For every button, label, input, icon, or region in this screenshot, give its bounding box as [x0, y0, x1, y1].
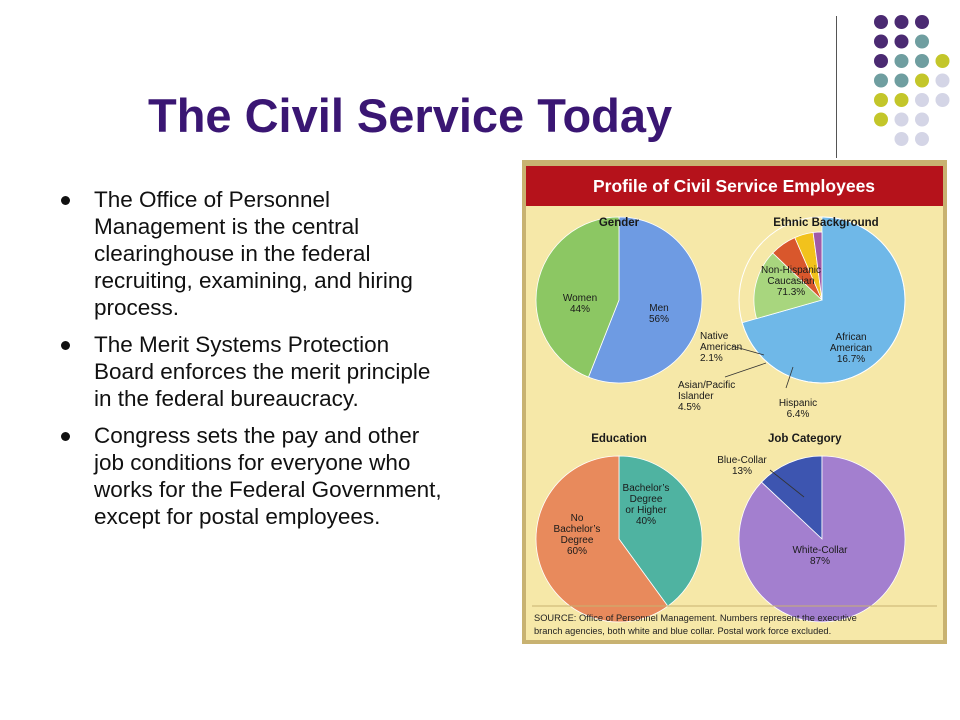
decor-dot: [915, 54, 929, 68]
pie-label-line: American: [700, 342, 743, 353]
decor-dot: [874, 74, 888, 88]
pie-chart-0: [536, 217, 702, 383]
pie-label-line: African: [835, 332, 867, 343]
decor-dot: [874, 54, 888, 68]
pie-label-line: or Higher: [625, 505, 667, 516]
decor-dot: [895, 15, 909, 29]
pie-label-line: 40%: [635, 516, 657, 527]
pie-label-line: 4.5%: [678, 402, 701, 413]
slide-title: The Civil Service Today: [148, 89, 673, 142]
decor-dot: [915, 93, 929, 107]
decor-dot: [874, 15, 888, 29]
bullet-text: The Merit Systems Protection Board enforces the merit principle in the federal bureaucracy.: [94, 332, 431, 411]
decor-dot: [895, 113, 909, 127]
pie-label-line: Men: [649, 303, 669, 314]
decor-dot: [895, 93, 909, 107]
figure-header-text: Profile of Civil Service Employees: [592, 176, 876, 196]
pie-label-line: No: [570, 513, 584, 524]
pie-title: Ethnic Background: [773, 217, 879, 229]
decor-dot: [895, 35, 909, 49]
decor-dot: [936, 93, 950, 107]
decor-dot-grid: [830, 10, 960, 160]
pie-label-line: Hispanic: [778, 398, 818, 409]
pie-label-line: Degree: [560, 535, 594, 546]
source-line-2: branch agencies, both white and blue collar. Postal work force excluded.: [534, 626, 832, 636]
decor-dot: [874, 93, 888, 107]
pie-label-line: 44%: [569, 304, 591, 315]
pie-label-line: 56%: [648, 314, 670, 325]
decor-dot: [895, 74, 909, 88]
decor-dot: [915, 74, 929, 88]
bullet-icon: [61, 432, 70, 441]
decor-dot: [915, 15, 929, 29]
pie-label-line: Bachelor’s: [553, 524, 601, 535]
pie-title: Gender: [598, 217, 640, 229]
pie-label-line: 6.4%: [786, 409, 810, 420]
bullet-item: [58, 422, 453, 530]
bullet-text: Congress sets the pay and other job conditions for everyone who works for the Federal Government, except for postal employees.: [94, 423, 442, 529]
pie-label-line: Bachelor’s: [622, 483, 670, 494]
bullet-icon: [61, 341, 70, 350]
bullet-item: [58, 331, 453, 412]
pie-label-line: 87%: [809, 556, 831, 567]
pie-label-line: 16.7%: [836, 354, 866, 365]
pie-label-line: Asian/Pacific: [678, 380, 736, 391]
pie-label-line: 2.1%: [700, 353, 723, 364]
pie-label-line: 71.3%: [776, 287, 806, 298]
pie-label-line: Caucasian: [767, 276, 815, 287]
bullet-list: [58, 186, 453, 540]
decor-dot: [895, 54, 909, 68]
pie-label-line: 60%: [566, 546, 588, 557]
pie-label-line: Native: [700, 331, 729, 342]
decor-dot: [915, 132, 929, 146]
decor-dot: [936, 74, 950, 88]
decor-dot: [936, 54, 950, 68]
pie-label-line: 13%: [731, 466, 753, 477]
decor-dot: [874, 35, 888, 49]
decor-dot: [874, 113, 888, 127]
pie-label-line: Degree: [629, 494, 663, 505]
decor-dot: [915, 113, 929, 127]
pie-label-line: White-Collar: [792, 545, 848, 556]
bullet-item: [58, 186, 453, 321]
civil-service-profile-figure: [522, 160, 947, 644]
bullet-text: The Office of Personnel Management is the central clearinghouse in the federal recruiting, examining, and hiring process.: [94, 187, 413, 320]
source-line-1: SOURCE: Office of Personnel Management. Numbers represent the executive: [534, 613, 857, 623]
pie-label: [649, 303, 669, 325]
pie-label-line: Blue-Collar: [717, 455, 767, 466]
pie-label-line: Islander: [678, 391, 714, 402]
pie-label-line: American: [829, 343, 873, 354]
decor-dot: [895, 132, 909, 146]
pie-label-line: Women: [562, 293, 598, 304]
pie-title: Job Category: [768, 433, 842, 445]
pie-title: Education: [591, 433, 647, 445]
pie-label-line: Non-Hispanic: [760, 265, 822, 276]
decor-dot: [915, 35, 929, 49]
bullet-icon: [61, 196, 70, 205]
